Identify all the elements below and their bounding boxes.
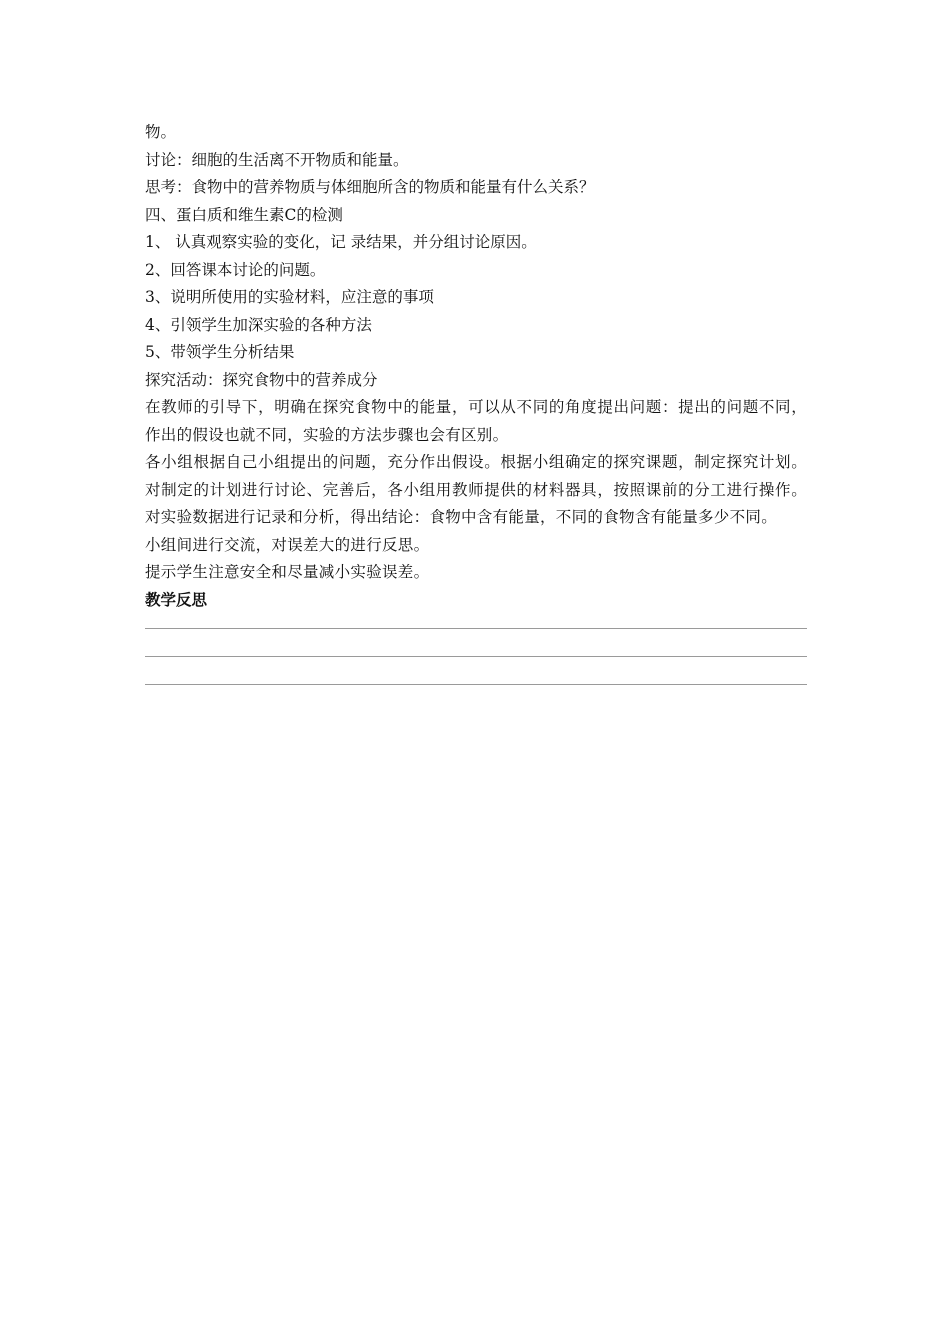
reflection-heading: 教学反思 [145, 590, 208, 609]
list-item: 5、带领学生分析结果 [145, 343, 295, 361]
activity-title: 探究活动：探究食物中的营养成分 [145, 370, 378, 389]
discussion-line: 讨论：细胞的生活离不开物质和能量。 [145, 150, 409, 169]
list-item: 4、引领学生加深实验的各种方法 [145, 315, 372, 334]
paragraph: 各小组根据自己小组提出的问题，充分作出假设。根据小组确定的探究课题，制定探究计划。对制定的计划进行讨论、完善后，各小组用教师提供的材料器具，按照课前的分工进行操作。对实验数据进行记录和分析，得出结论：食物中含有能量，不同的食物含有能量多少不同。 [145, 453, 807, 526]
list-item: 1、 认真观察实验的变化，记 录结果，并分组讨论原因。 [145, 233, 537, 251]
list-item: 3、说明所使用的实验材料，应注意的事项 [145, 288, 434, 306]
paragraph: 小组间进行交流，对误差大的进行反思。 [145, 535, 430, 554]
list-item: 2、回答课本讨论的问题。 [145, 260, 326, 279]
paragraph: 在教师的引导下，明确在探究食物中的能量，可以从不同的角度提出问题：提出的问题不同，作出的假设也就不同，实验的方法步骤也会有区别。 [145, 398, 807, 444]
document-page [145, 119, 807, 685]
section-heading: 四、蛋白质和维生素C的检测 [145, 205, 343, 224]
writing-line [145, 684, 807, 685]
paragraph: 提示学生注意安全和尽量减小实验误差。 [145, 563, 430, 581]
thinking-question: 思考：食物中的营养物质与体细胞所含的物质和能量有什么关系？ [145, 178, 595, 196]
text-line: 物。 [145, 123, 177, 141]
